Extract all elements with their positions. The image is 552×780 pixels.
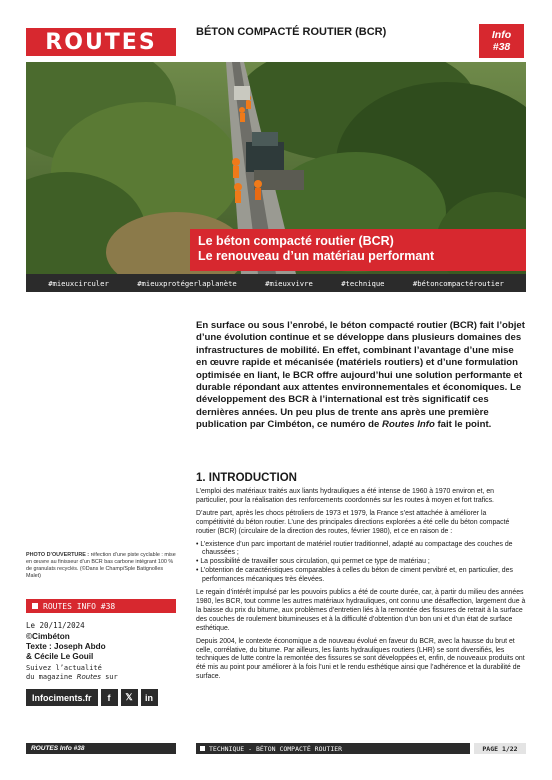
- routes-info-text: ROUTES INFO #38: [43, 601, 116, 611]
- publication-date: Le 20/11/2024: [26, 621, 85, 630]
- credit-line: Texte : Joseph Abdo: [26, 642, 106, 651]
- follow-text-c: sur: [100, 673, 118, 681]
- page-number: PAGE 1/22: [474, 743, 526, 754]
- credit-line: & Cécile Le Gouil: [26, 652, 94, 661]
- paragraph: Le regain d’intérêt impulsé par les pouvoirs publics a été de courte durée, car, à partir du milieu des années 1980, les BCR, tout comme les autres matériaux hydrauliques, ont connu une désaffection, largement due à la baisse du prix du bitume, aux problèmes d’entretien liés à la remontée des fissures de retrait à la surface des couches de roulement bitumineuses et à la difficulté d’obtention d’un bon uni et d’un état de surface esthétique.: [196, 589, 526, 632]
- body-text: [196, 488, 526, 686]
- footer-topic-text: TECHNIQUE - BÉTON COMPACTÉ ROUTIER: [209, 744, 343, 753]
- caption-label: PHOTO D’OUVERTURE :: [26, 552, 90, 558]
- logo-text: ROUTES: [45, 29, 157, 55]
- linkedin-icon[interactable]: in: [141, 689, 158, 706]
- headline-banner: [190, 229, 526, 271]
- headline-line-1: Le béton compacté routier (BCR): [198, 234, 394, 248]
- headline-line-2: Le renouveau d’un matériau performant: [198, 249, 435, 263]
- hashtag[interactable]: #technique: [341, 278, 385, 288]
- hashtag[interactable]: #mieuxvivre: [265, 278, 313, 288]
- follow-line-1: Suivez l’actualité: [26, 664, 102, 672]
- routes-logo[interactable]: [26, 28, 176, 56]
- hashtag[interactable]: #mieuxcirculer: [48, 278, 109, 288]
- hashtag[interactable]: #mieuxprotégerlaplanète: [137, 278, 237, 288]
- paragraph: Depuis 2004, le contexte économique a de nouveau évolué en faveur du BCR, avec la hausse du brut et celle, corrélative, du bitume. Par ailleurs, les liants hydrauliques routiers (LHR) se sont diversifiés, les techniques de lutte contre la remontée des fissures se sont développées et, enfin, de nouveaux produits ont été mis au point pour améliorer à la fois l’uni et le rendu esthétique ainsi que l’adhérence et la durabilité de surface.: [196, 637, 525, 681]
- section-title: 1. INTRODUCTION: [196, 472, 297, 484]
- credits: [26, 632, 106, 662]
- footer-publication: ROUTES Info #38: [26, 743, 176, 754]
- list-item: • La possibilité de travailler sous circulation, qui permet ce type de matériau ;: [196, 558, 430, 566]
- photo-caption: [26, 552, 176, 580]
- document-title: BÉTON COMPACTÉ ROUTIER (BCR): [196, 26, 387, 38]
- bullet-list: [196, 541, 526, 586]
- intro-paragraph: En surface ou sous l’enrobé, le béton compacté routier (BCR) fait l’objet d’une évolution continue et se développe dans plusieurs domaines des infrastructures de mobilité. En effet, combinant l’avantage d’une mise en œuvre rapide et mécanisée (matériels routiers) et d’une formulation optimisée en liant, le BCR offre aujourd’hui une solution performante et durable répondant aux attentes environnementales et économiques. Le développement des BCR à l’international est très significatif ces dernières années. Un peu plus de trente ans après une première publication par Cimbéton, ce numéro de Routes Info fait le point.: [196, 320, 525, 431]
- routes-info-label: [26, 599, 176, 613]
- hashtag[interactable]: #bétoncompactéroutier: [412, 278, 504, 288]
- square-icon: [200, 746, 205, 751]
- follow-text-a: du magazine: [26, 673, 77, 681]
- footer-topic: [196, 743, 470, 754]
- follow-text-b: Routes: [76, 673, 101, 681]
- issue-badge: [479, 24, 524, 58]
- x-twitter-icon[interactable]: 𝕏: [121, 689, 138, 706]
- follow-text: [26, 664, 176, 682]
- badge-line-1: Info: [491, 29, 512, 41]
- square-icon: [32, 603, 38, 609]
- badge-line-2: #38: [492, 41, 511, 53]
- list-item: • L’existence d’un parc important de matériel routier traditionnel, adapté au compactage des couches de chaussées ;: [196, 540, 513, 557]
- credit-line: ©Cimbéton: [26, 632, 70, 641]
- facebook-icon[interactable]: f: [101, 689, 118, 706]
- paragraph: L’emploi des matériaux traités aux liants hydrauliques a été intense de 1960 à 1970 environ et, en particulier, pour la réalisation des renforcements coordonnés sur les routes à moyen et fort trafics.: [196, 488, 495, 504]
- list-item: • L’obtention de caractéristiques comparables à celles du béton de ciment pervibré et, en particulier, des performances mécaniques très élevées.: [196, 567, 513, 584]
- social-links: [26, 689, 158, 706]
- hashtag-bar: [26, 274, 526, 292]
- caption-text: réfection d’une piste cyclable : mise en œuvre au finisseur d’un BCR bas carbone intégrant 100 % de granulats recyclés. (©Dans le Champ/Sple Batignolles Malet): [26, 552, 176, 579]
- infociments-link[interactable]: Infociments.fr: [26, 689, 98, 706]
- follow-line-2: [26, 673, 176, 682]
- paragraph: D’autre part, après les chocs pétroliers de 1973 et 1979, la France s’est attachée à améliorer la compétitivité du béton routier. L’une des principales directions explorées a été celle du béton compacté routier (BCR) (circulaire de la direction des routes, février 1980), et ce en raison de :: [196, 509, 510, 535]
